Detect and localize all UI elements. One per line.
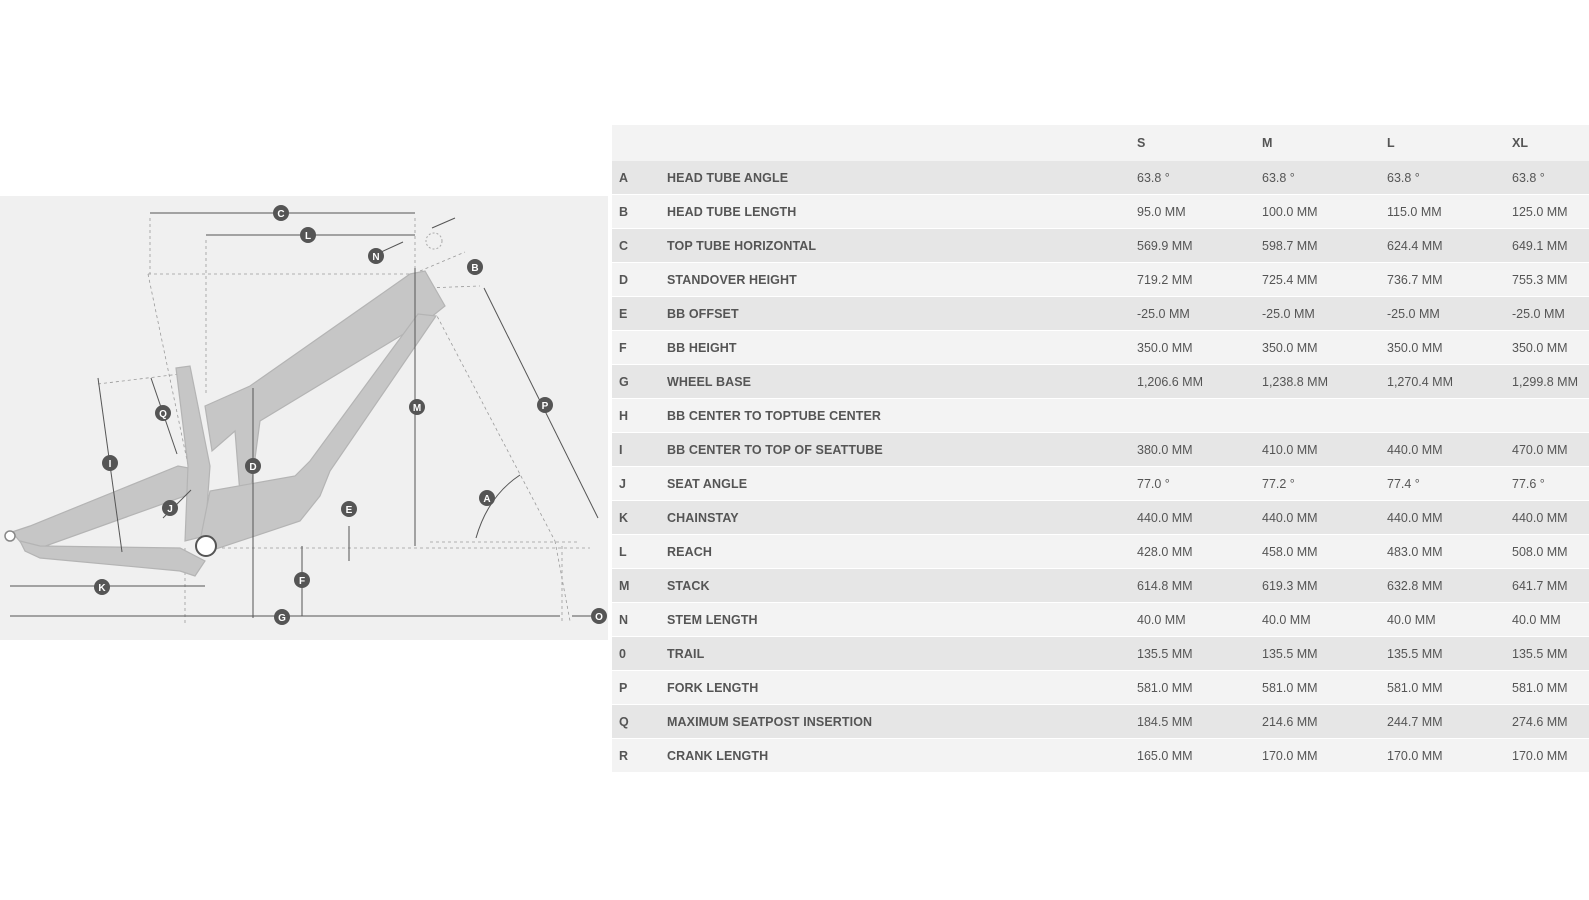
value-l: 736.7 MM	[1380, 263, 1505, 297]
row-name: WHEEL BASE	[660, 365, 1130, 399]
value-s: 569.9 MM	[1130, 229, 1255, 263]
row-code: I	[612, 433, 660, 467]
value-s: 614.8 MM	[1130, 569, 1255, 603]
label-k	[94, 579, 110, 595]
value-xl: 274.6 MM	[1505, 705, 1589, 739]
value-l: 244.7 MM	[1380, 705, 1505, 739]
row-name: TOP TUBE HORIZONTAL	[660, 229, 1130, 263]
value-m: -25.0 MM	[1255, 297, 1380, 331]
label-i	[102, 455, 118, 471]
row-code: 0	[612, 637, 660, 671]
row-name: HEAD TUBE LENGTH	[660, 195, 1130, 229]
seat-stay	[12, 466, 208, 548]
table-row	[612, 365, 1589, 399]
geometry-diagram	[0, 196, 608, 640]
value-xl: 470.0 MM	[1505, 433, 1589, 467]
value-s: 135.5 MM	[1130, 637, 1255, 671]
value-m: 100.0 MM	[1255, 195, 1380, 229]
frame-geometry-illustration	[0, 196, 608, 640]
row-name: BB HEIGHT	[660, 331, 1130, 365]
label-f	[294, 572, 310, 588]
row-code: J	[612, 467, 660, 501]
row-code: K	[612, 501, 660, 535]
value-l: 624.4 MM	[1380, 229, 1505, 263]
table-row	[612, 467, 1589, 501]
label-d	[245, 458, 261, 474]
svg-text:G: G	[278, 613, 286, 624]
label-l	[300, 227, 316, 243]
row-name: REACH	[660, 535, 1130, 569]
row-name: BB OFFSET	[660, 297, 1130, 331]
value-s: 95.0 MM	[1130, 195, 1255, 229]
table-row	[612, 671, 1589, 705]
value-xl: 170.0 MM	[1505, 739, 1589, 773]
table-row	[612, 399, 1589, 433]
row-code: E	[612, 297, 660, 331]
row-code: N	[612, 603, 660, 637]
label-o	[591, 608, 607, 624]
value-m	[1255, 399, 1380, 433]
table-row	[612, 433, 1589, 467]
value-xl	[1505, 399, 1589, 433]
row-name: BB CENTER TO TOPTUBE CENTER	[660, 399, 1130, 433]
label-n	[368, 248, 384, 264]
table-row	[612, 501, 1589, 535]
header-name	[660, 125, 1130, 161]
header-size-xl: XL	[1505, 125, 1589, 161]
value-l: 632.8 MM	[1380, 569, 1505, 603]
value-s: 428.0 MM	[1130, 535, 1255, 569]
row-name: STEM LENGTH	[660, 603, 1130, 637]
svg-text:Q: Q	[159, 409, 167, 420]
table-row	[612, 263, 1589, 297]
value-s: 40.0 MM	[1130, 603, 1255, 637]
row-code: H	[612, 399, 660, 433]
row-name: CHAINSTAY	[660, 501, 1130, 535]
label-b	[467, 259, 483, 275]
svg-text:N: N	[372, 252, 380, 263]
row-name: SEAT ANGLE	[660, 467, 1130, 501]
row-name: STACK	[660, 569, 1130, 603]
value-l: 350.0 MM	[1380, 331, 1505, 365]
svg-text:D: D	[249, 462, 257, 473]
value-s: 77.0 °	[1130, 467, 1255, 501]
label-j	[162, 500, 178, 516]
table-row	[612, 161, 1589, 195]
value-s: 165.0 MM	[1130, 739, 1255, 773]
header-size-m: M	[1255, 125, 1380, 161]
value-xl: 135.5 MM	[1505, 637, 1589, 671]
table-row	[612, 705, 1589, 739]
value-s: 350.0 MM	[1130, 331, 1255, 365]
value-xl: 63.8 °	[1505, 161, 1589, 195]
value-xl: 440.0 MM	[1505, 501, 1589, 535]
header-code	[612, 125, 660, 161]
value-m: 77.2 °	[1255, 467, 1380, 501]
row-code: F	[612, 331, 660, 365]
value-xl: 125.0 MM	[1505, 195, 1589, 229]
svg-text:I: I	[108, 459, 112, 470]
value-m: 598.7 MM	[1255, 229, 1380, 263]
row-code: C	[612, 229, 660, 263]
value-xl: 350.0 MM	[1505, 331, 1589, 365]
value-s: 440.0 MM	[1130, 501, 1255, 535]
label-m	[409, 399, 425, 415]
value-xl: 508.0 MM	[1505, 535, 1589, 569]
table-row	[612, 331, 1589, 365]
label-q	[155, 405, 171, 421]
table-row	[612, 569, 1589, 603]
value-s: 1,206.6 MM	[1130, 365, 1255, 399]
value-xl: 40.0 MM	[1505, 603, 1589, 637]
table-row	[612, 297, 1589, 331]
value-l: 1,270.4 MM	[1380, 365, 1505, 399]
value-s: 719.2 MM	[1130, 263, 1255, 297]
svg-text:F: F	[298, 576, 306, 587]
value-s: 184.5 MM	[1130, 705, 1255, 739]
header-size-s: S	[1130, 125, 1255, 161]
label-c	[273, 205, 289, 221]
row-name: CRANK LENGTH	[660, 739, 1130, 773]
value-l: 135.5 MM	[1380, 637, 1505, 671]
row-code: G	[612, 365, 660, 399]
value-xl: -25.0 MM	[1505, 297, 1589, 331]
value-l: 40.0 MM	[1380, 603, 1505, 637]
value-m: 350.0 MM	[1255, 331, 1380, 365]
value-s	[1130, 399, 1255, 433]
svg-text:C: C	[277, 209, 285, 220]
row-name: TRAIL	[660, 637, 1130, 671]
header-size-l: L	[1380, 125, 1505, 161]
value-l: 440.0 MM	[1380, 501, 1505, 535]
value-l: 115.0 MM	[1380, 195, 1505, 229]
row-name: BB CENTER TO TOP OF SEATTUBE	[660, 433, 1130, 467]
value-l	[1380, 399, 1505, 433]
row-name: MAXIMUM SEATPOST INSERTION	[660, 705, 1130, 739]
label-g	[274, 609, 290, 625]
value-s: 581.0 MM	[1130, 671, 1255, 705]
value-s: -25.0 MM	[1130, 297, 1255, 331]
value-l: 483.0 MM	[1380, 535, 1505, 569]
value-m: 1,238.8 MM	[1255, 365, 1380, 399]
value-m: 214.6 MM	[1255, 705, 1380, 739]
value-l: 170.0 MM	[1380, 739, 1505, 773]
row-code: M	[612, 569, 660, 603]
value-xl: 755.3 MM	[1505, 263, 1589, 297]
row-code: P	[612, 671, 660, 705]
svg-text:L: L	[304, 231, 312, 242]
table-row	[612, 603, 1589, 637]
value-m: 135.5 MM	[1255, 637, 1380, 671]
row-name: STANDOVER HEIGHT	[660, 263, 1130, 297]
value-l: 77.4 °	[1380, 467, 1505, 501]
value-xl: 649.1 MM	[1505, 229, 1589, 263]
chain-stay	[20, 541, 205, 576]
label-e	[341, 501, 357, 517]
value-s: 63.8 °	[1130, 161, 1255, 195]
svg-text:J: J	[167, 504, 173, 515]
svg-text:A: A	[483, 494, 491, 505]
table-row	[612, 739, 1589, 773]
label-a	[479, 490, 495, 506]
stem-clamp	[426, 233, 442, 249]
value-l: 581.0 MM	[1380, 671, 1505, 705]
svg-text:K: K	[98, 583, 106, 594]
label-p	[537, 397, 553, 413]
svg-text:M: M	[412, 403, 422, 414]
value-m: 619.3 MM	[1255, 569, 1380, 603]
value-m: 440.0 MM	[1255, 501, 1380, 535]
table-row	[612, 535, 1589, 569]
table-body	[612, 161, 1589, 773]
value-l: -25.0 MM	[1380, 297, 1505, 331]
value-xl: 1,299.8 MM	[1505, 365, 1589, 399]
table-header-row	[612, 125, 1589, 161]
svg-text:P: P	[541, 401, 549, 412]
row-code: D	[612, 263, 660, 297]
table-row	[612, 637, 1589, 671]
svg-text:O: O	[595, 612, 603, 623]
value-l: 63.8 °	[1380, 161, 1505, 195]
value-m: 458.0 MM	[1255, 535, 1380, 569]
row-code: R	[612, 739, 660, 773]
geometry-table	[612, 125, 1589, 773]
row-code: A	[612, 161, 660, 195]
bottom-bracket	[196, 536, 216, 556]
svg-text:E: E	[345, 505, 353, 516]
row-name: HEAD TUBE ANGLE	[660, 161, 1130, 195]
value-m: 410.0 MM	[1255, 433, 1380, 467]
value-xl: 581.0 MM	[1505, 671, 1589, 705]
value-m: 40.0 MM	[1255, 603, 1380, 637]
row-code: L	[612, 535, 660, 569]
row-code: Q	[612, 705, 660, 739]
table-row	[612, 195, 1589, 229]
value-xl: 77.6 °	[1505, 467, 1589, 501]
rear-axle	[5, 531, 15, 541]
svg-text:B: B	[471, 263, 479, 274]
value-m: 63.8 °	[1255, 161, 1380, 195]
value-m: 581.0 MM	[1255, 671, 1380, 705]
table-row	[612, 229, 1589, 263]
row-name: FORK LENGTH	[660, 671, 1130, 705]
row-code: B	[612, 195, 660, 229]
value-m: 170.0 MM	[1255, 739, 1380, 773]
value-m: 725.4 MM	[1255, 263, 1380, 297]
value-xl: 641.7 MM	[1505, 569, 1589, 603]
value-l: 440.0 MM	[1380, 433, 1505, 467]
value-s: 380.0 MM	[1130, 433, 1255, 467]
